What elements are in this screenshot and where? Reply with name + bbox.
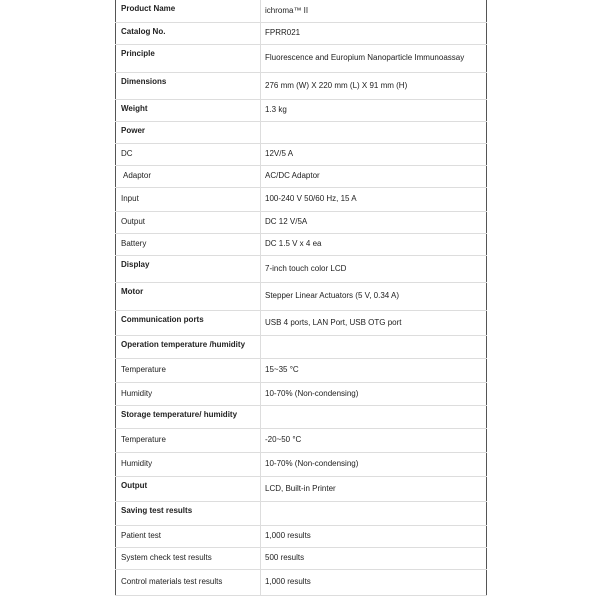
spec-label: Communication ports <box>116 310 261 335</box>
spec-row <box>116 233 487 255</box>
spec-row <box>116 525 487 547</box>
spec-row <box>116 358 487 382</box>
spec-value: DC 1.5 V x 4 ea <box>261 233 487 255</box>
spec-value: 100-240 V 50/60 Hz, 15 A <box>261 187 487 211</box>
spec-row <box>116 476 487 501</box>
spec-value <box>261 501 487 525</box>
spec-row <box>116 22 487 44</box>
spec-row <box>116 0 487 22</box>
spec-row <box>116 405 487 428</box>
spec-row <box>116 452 487 476</box>
spec-row <box>116 72 487 99</box>
spec-value: Stepper Linear Actuators (5 V, 0.34 A) <box>261 282 487 310</box>
spec-label: Output <box>116 211 261 233</box>
spec-value: 10-70% (Non-condensing) <box>261 382 487 405</box>
spec-label: Adaptor <box>116 165 261 187</box>
spec-row <box>116 187 487 211</box>
spec-row <box>116 501 487 525</box>
spec-value: -20~50 °C <box>261 428 487 452</box>
spec-row <box>116 143 487 165</box>
spec-value: AC/DC Adaptor <box>261 165 487 187</box>
spec-label: Operation temperature /humidity <box>116 335 261 358</box>
spec-row <box>116 165 487 187</box>
spec-label: Product Name <box>116 0 261 22</box>
spec-value: 10-70% (Non-condensing) <box>261 452 487 476</box>
spec-value: 7-inch touch color LCD <box>261 255 487 282</box>
spec-label: Saving test results <box>116 501 261 525</box>
spec-table <box>115 0 487 596</box>
spec-label: Output <box>116 476 261 501</box>
spec-value: LCD, Built-in Printer <box>261 476 487 501</box>
spec-label: Input <box>116 187 261 211</box>
spec-row <box>116 282 487 310</box>
spec-value: 500 results <box>261 547 487 569</box>
spec-label: Weight <box>116 99 261 121</box>
spec-label: Control materials test results <box>116 569 261 595</box>
spec-value: 276 mm (W) X 220 mm (L) X 91 mm (H) <box>261 72 487 99</box>
spec-value <box>261 405 487 428</box>
spec-label: Display <box>116 255 261 282</box>
spec-value: Fluorescence and Europium Nanoparticle Immunoassay <box>261 44 487 72</box>
spec-row <box>116 428 487 452</box>
spec-row <box>116 310 487 335</box>
spec-row <box>116 382 487 405</box>
spec-label: Dimensions <box>116 72 261 99</box>
spec-label: Humidity <box>116 452 261 476</box>
spec-label: Temperature <box>116 358 261 382</box>
spec-value: DC 12 V/5A <box>261 211 487 233</box>
spec-label: Motor <box>116 282 261 310</box>
spec-label: Humidity <box>116 382 261 405</box>
spec-value: 1,000 results <box>261 525 487 547</box>
spec-value: ichroma™ II <box>261 0 487 22</box>
spec-value: 12V/5 A <box>261 143 487 165</box>
spec-label: DC <box>116 143 261 165</box>
spec-value <box>261 121 487 143</box>
spec-row <box>116 547 487 569</box>
spec-row <box>116 255 487 282</box>
spec-label: System check test results <box>116 547 261 569</box>
spec-row <box>116 99 487 121</box>
spec-value: 1.3 kg <box>261 99 487 121</box>
spec-label: Principle <box>116 44 261 72</box>
spec-label: Power <box>116 121 261 143</box>
spec-value <box>261 335 487 358</box>
spec-row <box>116 211 487 233</box>
spec-label: Temperature <box>116 428 261 452</box>
spec-value: USB 4 ports, LAN Port, USB OTG port <box>261 310 487 335</box>
spec-table-body <box>116 0 487 595</box>
spec-row <box>116 44 487 72</box>
spec-label: Patient test <box>116 525 261 547</box>
spec-label: Storage temperature/ humidity <box>116 405 261 428</box>
spec-value: 1,000 results <box>261 569 487 595</box>
spec-row <box>116 569 487 595</box>
spec-row <box>116 121 487 143</box>
spec-value: FPRR021 <box>261 22 487 44</box>
spec-label: Battery <box>116 233 261 255</box>
spec-row <box>116 335 487 358</box>
spec-value: 15~35 °C <box>261 358 487 382</box>
spec-label: Catalog No. <box>116 22 261 44</box>
